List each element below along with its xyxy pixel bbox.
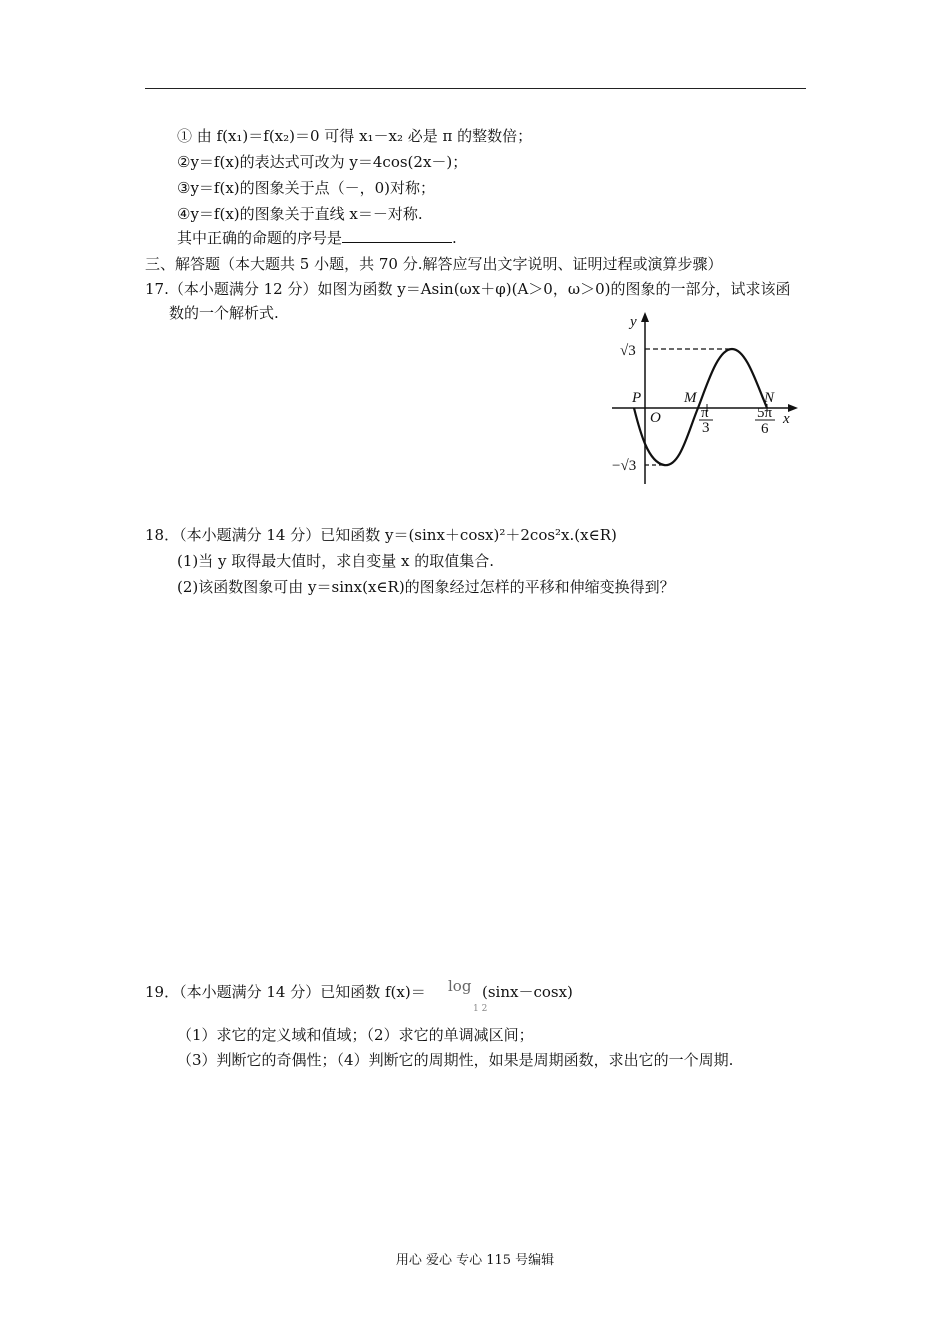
5pi6-denominator: 6 bbox=[761, 421, 769, 437]
x-label: x bbox=[783, 411, 790, 427]
q19-prefix: 19．（本小题满分 14 分）已知函数 f(x)＝ bbox=[145, 983, 426, 1001]
y-label: y bbox=[630, 314, 637, 330]
q17-line-2: 数的一个解析式. bbox=[169, 304, 279, 322]
answer-blank bbox=[342, 228, 452, 243]
q17-line-1: 17.（本小题满分 12 分）如图为函数 y＝Asin(ωx＋φ)(A＞0，ω＞0)的图象的一部分，试求该函 bbox=[145, 280, 791, 298]
item-1: ① 由 f(x₁)＝f(x₂)＝0 可得 x₁－x₂ 必是 π 的整数倍； bbox=[177, 127, 533, 145]
item-3: ③y＝f(x)的图象关于点（－，0)对称； bbox=[177, 179, 436, 197]
sine-graph bbox=[612, 312, 812, 487]
5pi6-numerator: 5π bbox=[757, 405, 773, 421]
pi3-numerator: π bbox=[701, 405, 709, 421]
q18-line-2: (1)当 y 取得最大值时，求自变量 x 的取值集合. bbox=[177, 552, 495, 570]
header-rule bbox=[145, 88, 806, 89]
y-axis-arrow bbox=[641, 312, 649, 322]
origin-label: O bbox=[650, 410, 661, 426]
item-5-text: 其中正确的命题的序号是 bbox=[177, 229, 343, 247]
section-3-heading: 三、解答题（本大题共 5 小题，共 70 分.解答应写出文字说明、证明过程或演算步骤） bbox=[145, 255, 723, 273]
q19-line-3: （3）判断它的奇偶性；（4）判断它的周期性，如果是周期函数，求出它的一个周期. bbox=[177, 1051, 734, 1069]
q19-line-2: （1）求它的定义域和值域；（2）求它的单调减区间； bbox=[177, 1026, 534, 1044]
point-n-label: N bbox=[764, 390, 775, 406]
sqrt3-label: √3 bbox=[620, 343, 636, 359]
log-base: 1 2 bbox=[473, 1004, 488, 1014]
q18-line-1: 18．（本小题满分 14 分）已知函数 y＝(sinx＋cosx)²＋2cos²x.(x∈R) bbox=[145, 526, 617, 544]
point-p-label: P bbox=[632, 390, 642, 406]
item-4: ④y＝f(x)的图象关于直线 x＝－对称. bbox=[177, 205, 423, 223]
neg-sqrt3-label: −√3 bbox=[612, 458, 637, 474]
item-5 bbox=[177, 228, 457, 248]
item-5-end: . bbox=[452, 229, 457, 247]
pi3-denominator: 3 bbox=[702, 420, 710, 436]
page-footer: 用心 爱心 专心 115 号编辑 bbox=[395, 1253, 555, 1268]
point-m-label: M bbox=[684, 390, 697, 406]
q18-line-3: (2)该函数图象可由 y＝sinx(x∈R)的图象经过怎样的平移和伸缩变换得到？ bbox=[177, 578, 675, 596]
log-symbol: log bbox=[448, 977, 472, 995]
q19-suffix: (sinx－cosx) bbox=[482, 983, 573, 1001]
item-2: ②y＝f(x)的表达式可改为 y＝4cos(2x－)； bbox=[177, 153, 468, 171]
